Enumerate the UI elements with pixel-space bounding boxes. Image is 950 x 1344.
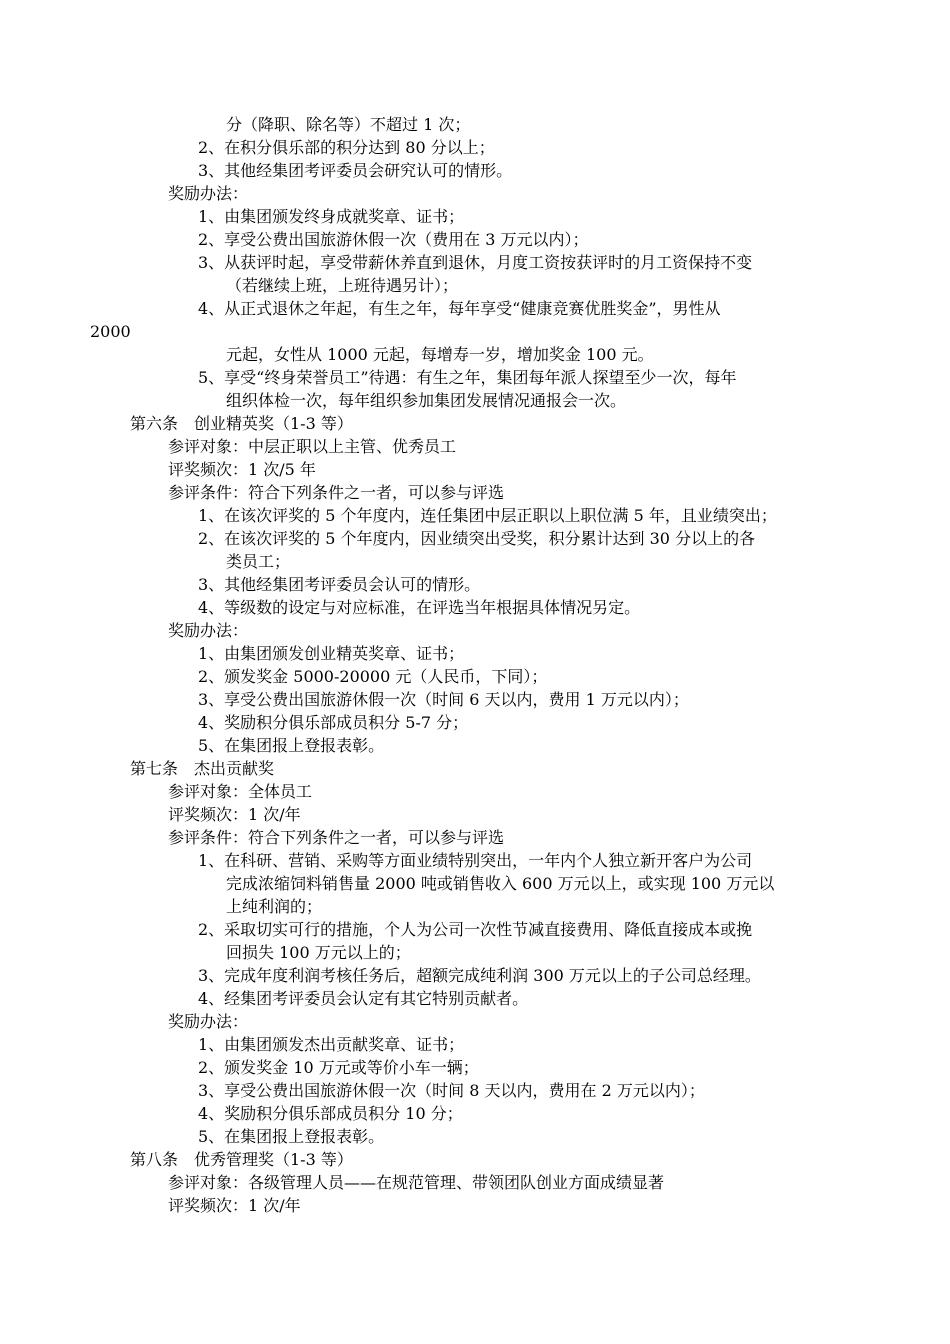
list-item: 4、奖励积分俱乐部成员积分 10 分；	[198, 1104, 463, 1123]
list-item: 5、在集团报上登报表彰。	[198, 736, 385, 755]
section-label: 奖励办法：	[168, 1012, 249, 1031]
list-item: 3、其他经集团考评委员会认可的情形。	[198, 575, 481, 594]
list-item: 4、经集团考评委员会认定有其它特别贡献者。	[198, 989, 529, 1008]
text-line: （若继续上班，上班待遇另计）；	[226, 276, 459, 295]
text-line: 2000	[90, 322, 131, 341]
field-line: 参评对象：各级管理人员——在规范管理、带领团队创业方面成绩显著	[168, 1173, 665, 1192]
text-line: 类员工；	[226, 552, 291, 571]
text-line: 上纯利润的；	[226, 897, 323, 916]
field-line: 参评条件：符合下列条件之一者，可以参与评选	[168, 483, 505, 502]
list-item: 3、从获评时起，享受带薪休养直到退休，月度工资按获评时的月工资保持不变	[198, 253, 753, 272]
article-heading: 第六条 创业精英奖（1-3 等）	[130, 414, 353, 433]
text-line: 分（降职、除名等）不超过 1 次；	[226, 115, 471, 134]
list-item: 4、等级数的设定与对应标准，在评选当年根据具体情况另定。	[198, 598, 641, 617]
list-item: 5、在集团报上登报表彰。	[198, 1127, 385, 1146]
list-item: 3、其他经集团考评委员会研究认可的情形。	[198, 161, 513, 180]
text-line: 完成浓缩饲料销售量 2000 吨或销售收入 600 万元以上，或实现 100 万元以	[226, 874, 775, 893]
field-line: 评奖频次：1 次/年	[168, 1196, 301, 1215]
field-line: 参评对象：全体员工	[168, 782, 313, 801]
text-line: 回损失 100 万元以上的；	[226, 943, 411, 962]
list-item: 1、在科研、营销、采购等方面业绩特别突出，一年内个人独立新开客户为公司	[198, 851, 753, 870]
list-item: 3、完成年度利润考核任务后，超额完成纯利润 300 万元以上的子公司总经理。	[198, 966, 761, 985]
list-item: 2、在该次评奖的 5 个年度内，因业绩突出受奖，积分累计达到 30 分以上的各	[198, 529, 756, 548]
list-item: 1、由集团颁发杰出贡献奖章、证书；	[198, 1035, 465, 1054]
field-line: 评奖频次：1 次/年	[168, 805, 301, 824]
field-line: 评奖频次：1 次/5 年	[168, 460, 316, 479]
text-line: 组织体检一次，每年组织参加集团发展情况通报会一次。	[226, 391, 627, 410]
field-line: 参评对象：中层正职以上主管、优秀员工	[168, 437, 457, 456]
list-item: 4、奖励积分俱乐部成员积分 5-7 分；	[198, 713, 469, 732]
list-item: 1、由集团颁发创业精英奖章、证书；	[198, 644, 465, 663]
list-item: 3、享受公费出国旅游休假一次（时间 6 天以内，费用 1 万元以内）；	[198, 690, 689, 709]
article-heading: 第七条 杰出贡献奖	[130, 759, 275, 778]
list-item: 1、由集团颁发终身成就奖章、证书；	[198, 207, 465, 226]
list-item: 5、享受“终身荣誉员工”待遇：有生之年，集团每年派人探望至少一次，每年	[198, 368, 737, 387]
list-item: 1、在该次评奖的 5 个年度内，连任集团中层正职以上职位满 5 年，且业绩突出；	[198, 506, 777, 525]
list-item: 2、颁发奖金 5000-20000 元（人民币，下同）；	[198, 667, 548, 686]
section-label: 奖励办法：	[168, 621, 249, 640]
list-item: 2、采取切实可行的措施，个人为公司一次性节减直接费用、降低直接成本或挽	[198, 920, 753, 939]
list-item: 4、从正式退休之年起，有生之年，每年享受“健康竞赛优胜奖金”，男性从	[198, 299, 721, 318]
section-label: 奖励办法：	[168, 184, 249, 203]
text-line: 元起，女性从 1000 元起，每增寿一岁，增加奖金 100 元。	[226, 345, 654, 364]
list-item: 3、享受公费出国旅游休假一次（时间 8 天以内，费用在 2 万元以内）；	[198, 1081, 705, 1100]
list-item: 2、在积分俱乐部的积分达到 80 分以上；	[198, 138, 495, 157]
field-line: 参评条件：符合下列条件之一者，可以参与评选	[168, 828, 505, 847]
list-item: 2、享受公费出国旅游休假一次（费用在 3 万元以内）；	[198, 230, 589, 249]
list-item: 2、颁发奖金 10 万元或等价小车一辆；	[198, 1058, 479, 1077]
article-heading: 第八条 优秀管理奖（1-3 等）	[130, 1150, 353, 1169]
